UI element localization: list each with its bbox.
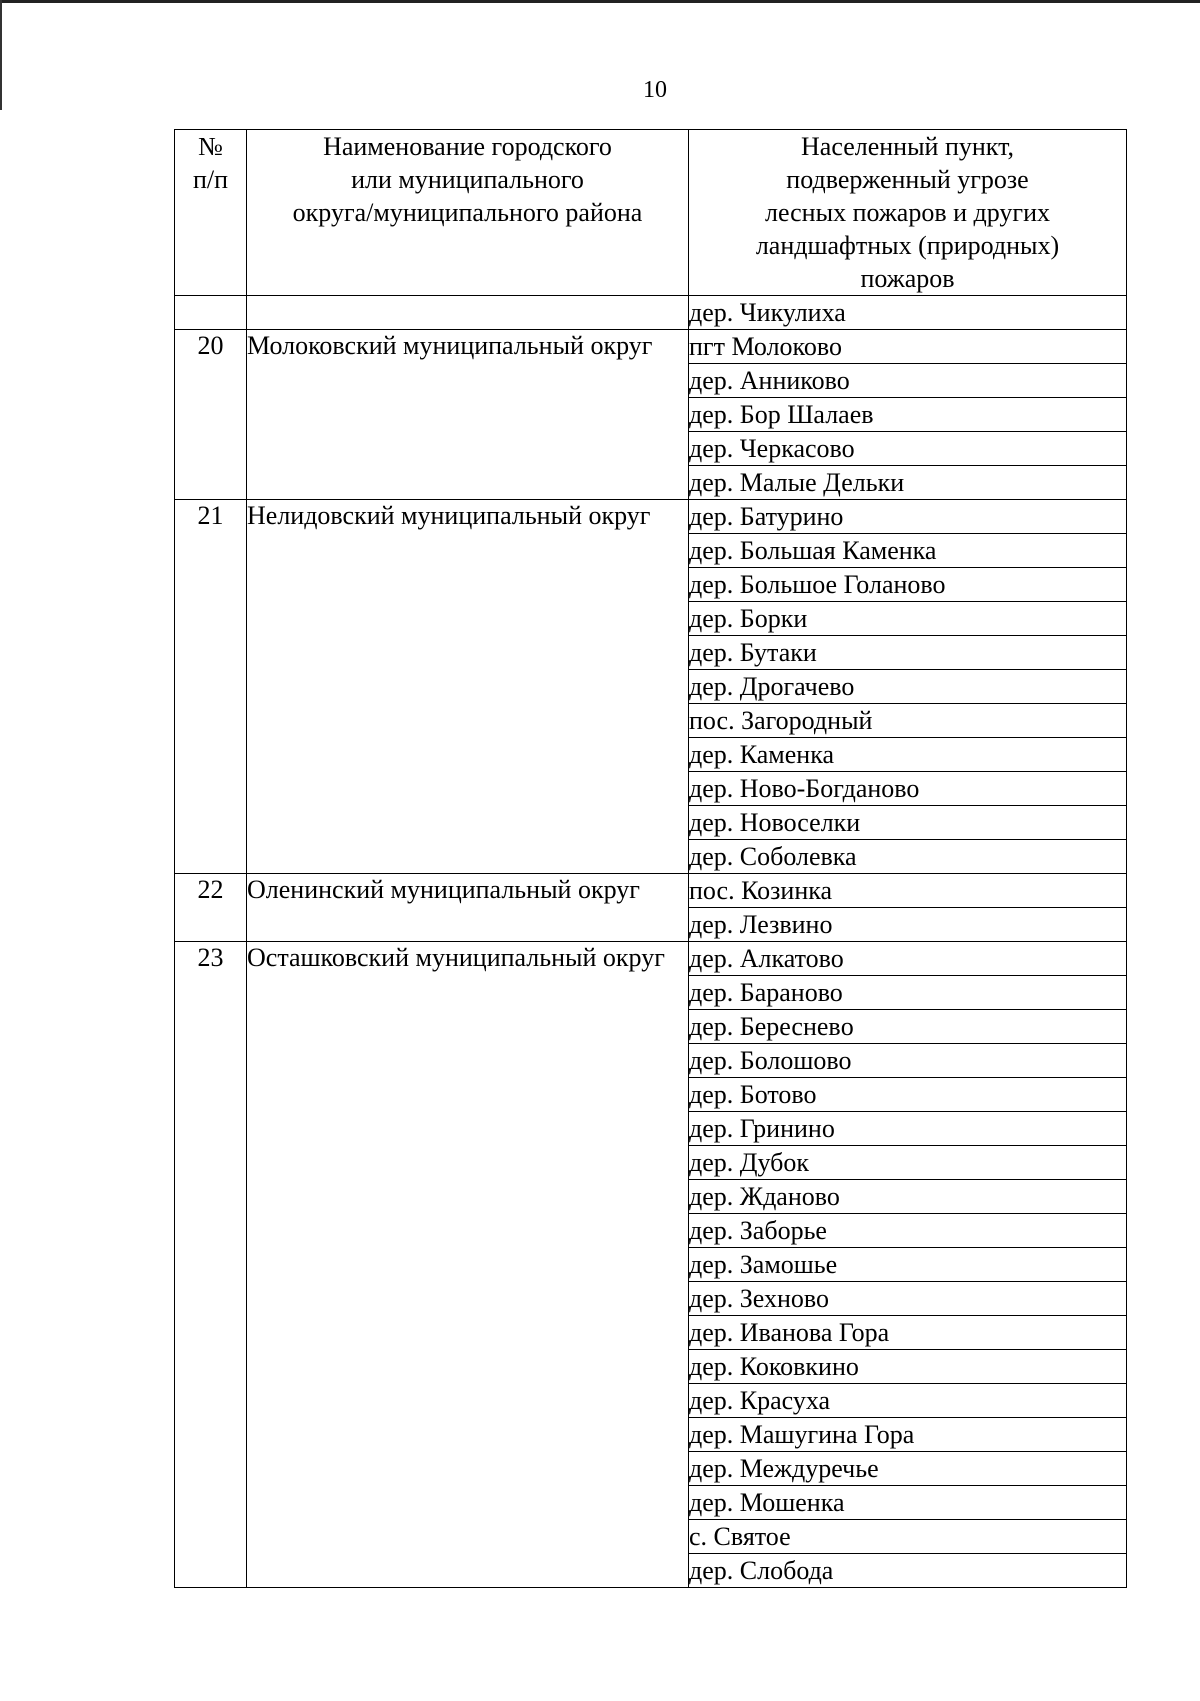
settlement-name: дер. Коковкино	[689, 1350, 1127, 1384]
settlement-name: дер. Зехново	[689, 1282, 1127, 1316]
settlement-name: дер. Бересневo	[689, 1010, 1127, 1044]
table-row	[175, 500, 1127, 534]
settlement-name: дер. Гринино	[689, 1112, 1127, 1146]
table-body	[175, 296, 1127, 1588]
settlement-name: дер. Каменка	[689, 738, 1127, 772]
settlement-name: дер. Новоселки	[689, 806, 1127, 840]
row-number: 23	[175, 942, 247, 1588]
settlement-name: дер. Заборье	[689, 1214, 1127, 1248]
settlement-name: дер. Батурино	[689, 500, 1127, 534]
header-line: Наименование городского	[323, 132, 612, 161]
settlements-table	[174, 129, 1127, 1588]
settlement-name: дер. Бараново	[689, 976, 1127, 1010]
row-number: 21	[175, 500, 247, 874]
settlement-name: дер. Слобода	[689, 1554, 1127, 1588]
header-line: подверженный угрозе	[786, 165, 1029, 194]
settlement-name: дер. Лезвино	[689, 908, 1127, 942]
scan-border-left	[0, 0, 2, 110]
header-number	[175, 130, 247, 296]
settlement-name: дер. Машугина Гора	[689, 1418, 1127, 1452]
header-line: лесных пожаров и других	[764, 198, 1050, 227]
settlement-name: дер. Малые Дельки	[689, 466, 1127, 500]
header-line: №	[198, 132, 223, 161]
row-number	[175, 296, 247, 330]
settlement-name: дер. Ботово	[689, 1078, 1127, 1112]
settlement-name: дер. Чикулиха	[689, 296, 1127, 330]
table-row	[175, 874, 1127, 908]
header-settlement	[689, 130, 1127, 296]
header-line: или муниципального	[351, 165, 584, 194]
row-number: 20	[175, 330, 247, 500]
settlement-name: дер. Междуречье	[689, 1452, 1127, 1486]
settlement-name: с. Святое	[689, 1520, 1127, 1554]
header-line: Населенный пункт,	[801, 132, 1014, 161]
district-name	[247, 296, 689, 330]
settlement-name: дер. Жданово	[689, 1180, 1127, 1214]
district-name: Оленинский муниципальный округ	[247, 874, 689, 942]
settlement-name: дер. Болошово	[689, 1044, 1127, 1078]
settlement-name: дер. Мошенка	[689, 1486, 1127, 1520]
header-line: округа/муниципального района	[292, 198, 643, 227]
settlement-name: дер. Дрогачево	[689, 670, 1127, 704]
table-row	[175, 942, 1127, 976]
settlement-name: дер. Черкасово	[689, 432, 1127, 466]
table-row	[175, 330, 1127, 364]
settlement-name: дер. Бор Шалаев	[689, 398, 1127, 432]
settlement-name: дер. Бутаки	[689, 636, 1127, 670]
scan-border-top	[0, 0, 1200, 3]
settlement-name: дер. Соболевка	[689, 840, 1127, 874]
settlement-name: пос. Загородный	[689, 704, 1127, 738]
header-line: ландшафтных (природных)	[755, 231, 1060, 260]
settlement-name: пгт Молоково	[689, 330, 1127, 364]
settlement-name: дер. Ново-Богданово	[689, 772, 1127, 806]
settlement-name: пос. Козинка	[689, 874, 1127, 908]
settlement-name: дер. Большая Каменка	[689, 534, 1127, 568]
settlement-name: дер. Анниково	[689, 364, 1127, 398]
table-header-row	[175, 130, 1127, 296]
settlement-name: дер. Большое Голаново	[689, 568, 1127, 602]
header-line: пожаров	[860, 264, 955, 293]
settlement-name: дер. Замошье	[689, 1248, 1127, 1282]
district-name: Молоковский муниципальный округ	[247, 330, 689, 500]
header-district	[247, 130, 689, 296]
settlement-name: дер. Борки	[689, 602, 1127, 636]
settlement-name: дер. Красуха	[689, 1384, 1127, 1418]
row-number: 22	[175, 874, 247, 942]
district-name: Осташковский муниципальный округ	[247, 942, 689, 1588]
district-name: Нелидовский муниципальный округ	[247, 500, 689, 874]
header-line: п/п	[192, 165, 229, 194]
table-row	[175, 296, 1127, 330]
page-number: 10	[643, 77, 667, 103]
settlement-name: дер. Дубок	[689, 1146, 1127, 1180]
settlement-name: дер. Иванова Гора	[689, 1316, 1127, 1350]
settlement-name: дер. Алкатово	[689, 942, 1127, 976]
